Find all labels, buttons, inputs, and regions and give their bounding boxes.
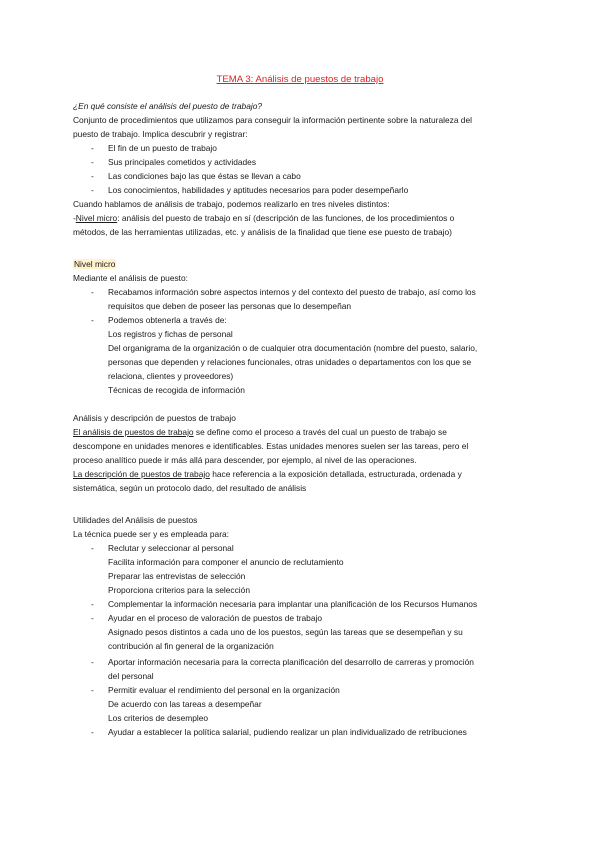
- list-item: Las condiciones bajo las que éstas se llevan a cabo: [108, 171, 301, 181]
- question-heading: ¿En qué consiste el análisis del puesto de trabajo?: [73, 101, 263, 111]
- paragraph-line: descompone en unidades menores e identificables. Estas unidades menores suelen ser las tareas, pero el: [73, 441, 469, 451]
- term-underlined: Nivel micro: [75, 213, 118, 223]
- list-item-cont: Del organigrama de la organización o de cualquier otra documentación (nombre del puesto, salario,: [108, 343, 478, 353]
- bullet-dash: -: [91, 287, 94, 297]
- list-item-cont: Los registros y fichas de personal: [108, 329, 233, 339]
- list-item-cont: Preparar las entrevistas de selección: [108, 571, 246, 581]
- paragraph-line: La técnica puede ser y es empleada para:: [73, 529, 229, 539]
- list-item: Podemos obtenerla a través de:: [108, 315, 227, 325]
- term-underlined: El análisis de puestos de trabajo: [73, 427, 194, 437]
- section-heading-analisis: Análisis y descripción de puestos de trabajo: [73, 413, 236, 423]
- list-item-cont: Los criterios de desempleo: [108, 713, 209, 723]
- bullet-dash: -: [91, 185, 94, 195]
- list-item: Reclutar y seleccionar al personal: [108, 543, 234, 553]
- list-item-cont: relaciona, clientes y proveedores): [108, 371, 234, 381]
- bullet-dash: -: [91, 143, 94, 153]
- bullet-dash: -: [91, 657, 94, 667]
- bullet-dash: -: [73, 213, 76, 223]
- definition-analisis: [73, 426, 447, 438]
- list-item-cont: Proporciona criterios para la selección: [108, 585, 250, 595]
- list-item-cont: De acuerdo con las tareas a desempeñar: [108, 699, 262, 709]
- bullet-dash: -: [91, 543, 94, 553]
- section-heading-nivel-micro: [73, 258, 116, 270]
- list-item: Permitir evaluar el rendimiento del personal en la organización: [108, 685, 340, 695]
- document-title: TEMA 3: Análisis de puestos de trabajo: [216, 74, 384, 85]
- paragraph-line: proceso analítico puede ir más allá para descender, por ejemplo, al nivel de las operaciones.: [73, 455, 417, 465]
- list-item: Ayudar en el proceso de valoración de puestos de trabajo: [108, 613, 323, 623]
- definition-text: hace referencia a la exposición detallada, estructurada, ordenada y: [209, 469, 462, 479]
- list-item-cont: personas que dependen y relaciones funcionales, otras unidades o departamentos con los que se: [108, 357, 472, 367]
- list-item-cont: Asignado pesos distintos a cada uno de los puestos, según las tareas que se desempeñan y su: [108, 627, 463, 637]
- definition-descripcion: [73, 468, 462, 480]
- paragraph-line: métodos, de las herramientas utilizadas, etc. y análisis de la finalidad que tiene ese puesto de trabajo): [73, 227, 452, 237]
- list-item-cont: del personal: [108, 671, 154, 681]
- paragraph-line: puesto de trabajo. Implica descubrir y registrar:: [73, 129, 248, 139]
- list-item-cont: Facilita información para componer el anuncio de reclutamiento: [108, 557, 344, 567]
- list-item: Recabamos información sobre aspectos internos y del contexto del puesto de trabajo, así como los: [108, 287, 476, 297]
- definition-text: se define como el proceso a través del cual un puesto de trabajo se: [193, 427, 447, 437]
- list-item-cont: Técnicas de recogida de información: [108, 385, 245, 395]
- bullet-dash: -: [91, 613, 94, 623]
- bullet-dash: -: [91, 685, 94, 695]
- list-item: Complementar la información necesaria para implantar una planificación de los Recursos Humanos: [108, 599, 478, 609]
- bullet-dash: -: [91, 315, 94, 325]
- paragraph-line: Mediante el análisis de puesto:: [73, 273, 188, 283]
- list-item-cont: requisitos que deben de poseer las personas que lo desempeñan: [108, 301, 352, 311]
- bullet-dash: -: [91, 171, 94, 181]
- paragraph-line: Cuando hablamos de análisis de trabajo, podemos realizarlo en tres niveles distintos:: [73, 199, 390, 209]
- list-item: Ayudar a establecer la política salarial, pudiendo realizar un plan individualizado de retribuciones: [108, 727, 467, 737]
- section-heading-utilidades: Utilidades del Análisis de puestos: [73, 515, 198, 525]
- bullet-dash: -: [91, 727, 94, 737]
- term-underlined: La descripción de puestos de trabajo: [73, 469, 210, 479]
- list-item-cont: contribución al fin general de la organización: [108, 641, 274, 651]
- paragraph-line: Conjunto de procedimientos que utilizamos para conseguir la información pertinente sobre la naturaleza del: [73, 115, 472, 125]
- definition-text: : análisis del puesto de trabajo en sí (descripción de las funciones, de los procedimientos o: [117, 213, 455, 223]
- bullet-dash: -: [91, 599, 94, 609]
- paragraph-line: sistemática, según un protocolo dado, del resultado de análisis: [73, 483, 307, 493]
- bullet-dash: -: [91, 157, 94, 167]
- list-item: El fin de un puesto de trabajo: [108, 143, 217, 153]
- nivel-micro-definition: [73, 212, 454, 224]
- list-item: Sus principales cometidos y actividades: [108, 157, 257, 167]
- list-item: Los conocimientos, habilidades y aptitudes necesarios para poder desempeñarlo: [108, 185, 409, 195]
- highlighted-heading: Nivel micro: [74, 259, 116, 269]
- list-item: Aportar información necesaria para la correcta planificación del desarrollo de carreras y promoción: [108, 657, 474, 667]
